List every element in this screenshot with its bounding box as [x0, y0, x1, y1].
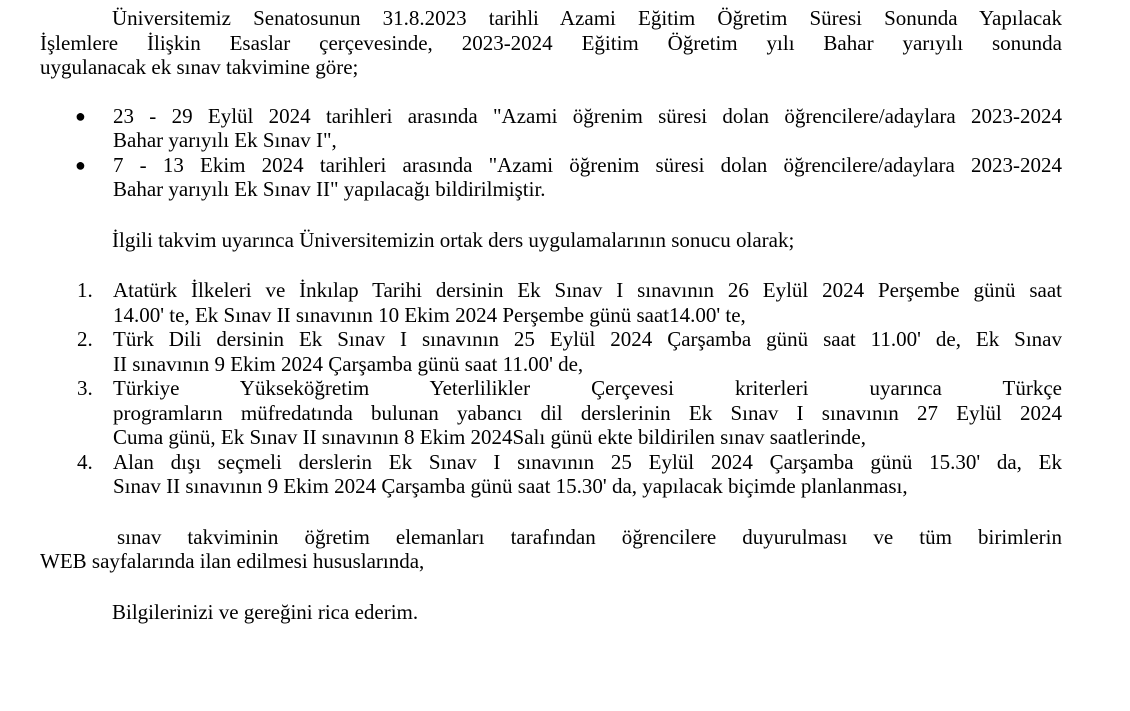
- bullet-icon: ●: [75, 154, 86, 175]
- item-number: 4.: [77, 449, 93, 474]
- item-2-line-1: Türk Dili dersinin Ek Sınav I sınavının 25 Eylül 2024 Çarşamba günü saat 11.00' de, Ek Sınav: [113, 327, 1062, 351]
- document-page: [40, 6, 1062, 624]
- numbered-item-1: [40, 278, 1062, 327]
- bullet-icon: ●: [75, 105, 86, 126]
- item-1-line-2: 14.00' te, Ek Sınav II sınavının 10 Ekim 2024 Perşembe günü saat14.00' te,: [113, 302, 746, 327]
- bullet-list: [40, 104, 1062, 202]
- bullet-item-1: [40, 104, 1062, 153]
- bullet-2-line-1: 7 - 13 Ekim 2024 tarihleri arasında "Azami öğrenim süresi dolan öğrencilere/adaylara 2023-2024: [113, 152, 1062, 177]
- item-4-line-1: Alan dışı seçmeli derslerin Ek Sınav I sınavının 25 Eylül 2024 Çarşamba günü 15.30' da, Ek: [113, 449, 1062, 474]
- item-3-line-1: Türkiye Yükseköğretim Yeterlilikler Çerçevesi kriterleri uyarınca Türkçe: [113, 376, 1062, 400]
- item-4-line-2: Sınav II sınavının 9 Ekim 2024 Çarşamba günü saat 15.30' da, yapılacak biçimde planlanması,: [113, 474, 908, 498]
- context-paragraph: İlgili takvim uyarınca Üniversitemizin ortak ders uygulamalarının sonucu olarak;: [112, 227, 795, 252]
- announcement-line-1: sınav takviminin öğretim elemanları tarafından öğrencilere duyurulması ve tüm birimlerin: [117, 524, 1062, 549]
- intro-line-1: Üniversitemiz Senatosunun 31.8.2023 tarihli Azami Eğitim Öğretim Süresi Sonunda Yapılacak: [112, 6, 1062, 30]
- bullet-2-line-2: Bahar yarıyılı Ek Sınav II" yapılacağı bildirilmiştir.: [113, 177, 546, 201]
- intro-line-3: uygulanacak ek sınav takvimine göre;: [40, 55, 359, 79]
- numbered-item-3: [40, 376, 1062, 450]
- item-1-line-1: Atatürk İlkeleri ve İnkılap Tarihi dersinin Ek Sınav I sınavının 26 Eylül 2024 Perşembe günü saat: [113, 278, 1062, 302]
- intro-line-2: İşlemlere İlişkin Esaslar çerçevesinde, 2023-2024 Eğitim Öğretim yılı Bahar yarıyılı sonunda: [40, 30, 1062, 55]
- item-3-line-2: programların müfredatında bulunan yabancı dil derslerinin Ek Sınav I sınavının 27 Eylül 2024: [113, 400, 1062, 425]
- item-number: 1.: [77, 278, 93, 302]
- item-number: 2.: [77, 327, 93, 351]
- bullet-1-line-1: 23 - 29 Eylül 2024 tarihleri arasında "Azami öğrenim süresi dolan öğrencilere/adaylara 2023-2024: [113, 103, 1062, 128]
- bullet-item-2: [40, 153, 1062, 202]
- bullet-1-line-2: Bahar yarıyılı Ek Sınav I",: [113, 128, 337, 152]
- announcement-paragraph: [40, 525, 1062, 574]
- numbered-item-4: [40, 450, 1062, 499]
- item-number: 3.: [77, 376, 93, 400]
- numbered-list: [40, 278, 1062, 499]
- item-3-line-3: Cuma günü, Ek Sınav II sınavının 8 Ekim 2024Salı günü ekte bildirilen sınav saatlerinde,: [113, 425, 866, 449]
- intro-paragraph: [40, 6, 1062, 80]
- numbered-item-2: [40, 327, 1062, 376]
- item-2-line-2: II sınavının 9 Ekim 2024 Çarşamba günü saat 11.00' de,: [113, 351, 584, 376]
- closing-line: Bilgilerinizi ve gereğini rica ederim.: [112, 599, 419, 624]
- announcement-line-2: WEB sayfalarında ilan edilmesi hususlarında,: [40, 549, 425, 573]
